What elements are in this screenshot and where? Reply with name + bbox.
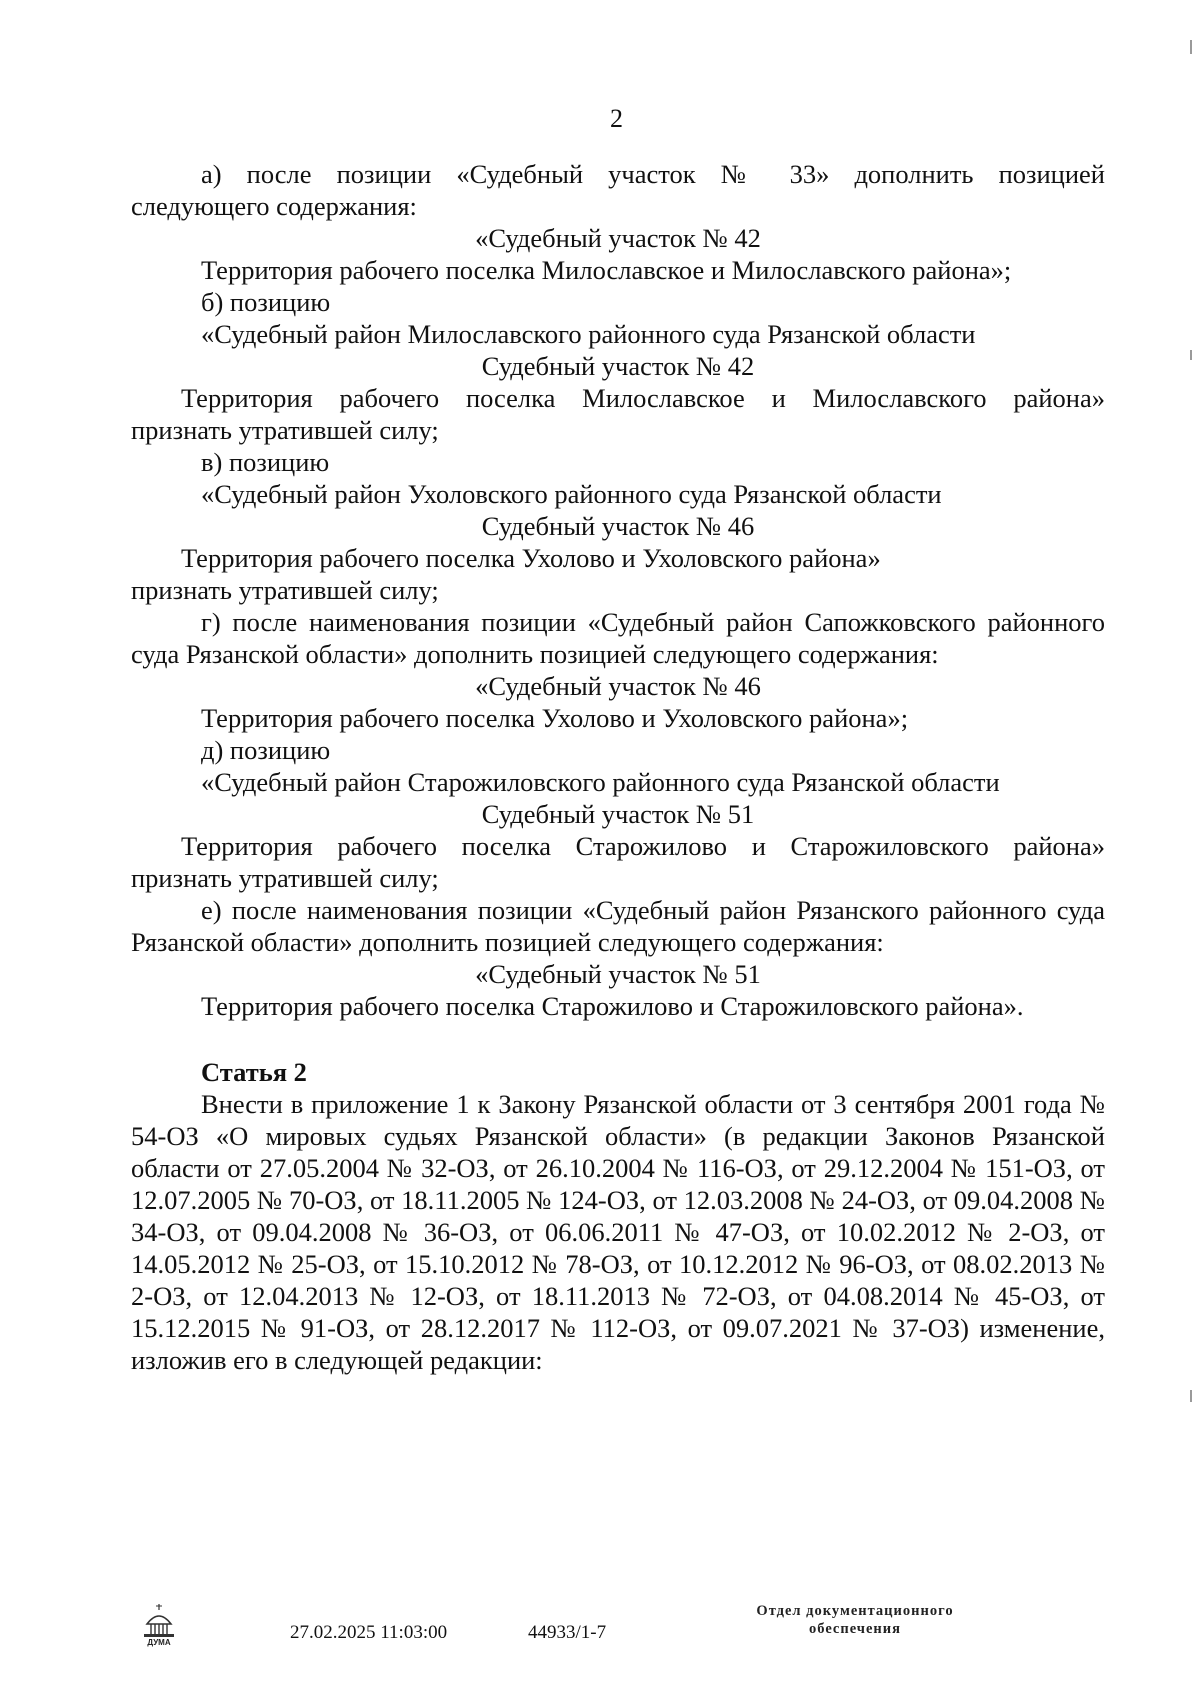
scan-edge-mark xyxy=(1190,350,1192,360)
paragraph-b-label: б) позицию xyxy=(201,287,331,317)
b-district-name: «Судебный район Милославского районного суда Рязанской области xyxy=(201,319,976,349)
a-territory: Территория рабочего поселка Милославское и Милославского района»; xyxy=(201,255,1012,285)
a-district-title: «Судебный участок № 42 xyxy=(475,223,761,253)
g-district-title: «Судебный участок № 46 xyxy=(475,671,761,701)
v-void: признать утратившей силу; xyxy=(131,575,439,605)
stamp-line-1: Отдел документационного xyxy=(756,1603,954,1619)
stamp-line-2: обеспечения xyxy=(809,1621,901,1637)
page-footer xyxy=(0,1600,1200,1680)
article-paragraph: Внести в приложение 1 к Закону Рязанской области от 3 сентября 2001 года № 54-ОЗ «О мировых судьях Рязанской области» (в редакции Законов Рязанской области от 27.05.2004 № 32-ОЗ, от 26.10.2004 № 116-ОЗ, от 29.12.2004 № 151-ОЗ, от 12.07.2005 № 70-ОЗ, от 18.11.2005 № 124-ОЗ, от 12.03.2008 № 24-ОЗ, от 09.04.2008 № 34-ОЗ, от 09.04.2008 № 36-ОЗ, от 06.06.2011 № 47-ОЗ, от 10.02.2012 № 2-ОЗ, от 14.05.2012 № 25-ОЗ, от 15.10.2012 № 78-ОЗ, от 10.12.2012 № 96-ОЗ, от 08.02.2013 № 2-ОЗ, от 12.04.2013 № 12-ОЗ, от 18.11.2013 № 72-ОЗ, от 04.08.2014 № 45-ОЗ, от 15.12.2015 № 91-ОЗ, от 28.12.2017 № 112-ОЗ, от 09.07.2021 № 37-ОЗ) изменение, изложив его в следующей редакции: xyxy=(131,1089,1105,1375)
scan-edge-mark xyxy=(1190,1390,1192,1402)
b-district-title: Судебный участок № 42 xyxy=(481,351,755,381)
v-territory: Территория рабочего поселка Ухолово и Ухоловского района» xyxy=(181,543,881,573)
g-territory: Территория рабочего поселка Ухолово и Ухоловского района»; xyxy=(201,703,909,733)
paragraph-a xyxy=(131,158,1105,190)
scan-edge-mark xyxy=(1190,40,1192,54)
paragraph-e: е) после наименования позиции «Судебный район Рязанского районного суда Рязанской области» дополнить позицией следующего содержания: xyxy=(131,895,1105,957)
v-district-name: «Судебный район Ухоловского районного суда Рязанской области xyxy=(201,479,942,509)
e-district-title: «Судебный участок № 51 xyxy=(475,959,761,989)
registration-datetime: 27.02.2025 11:03:00 xyxy=(290,1622,448,1643)
v-district-title: Судебный участок № 46 xyxy=(481,511,755,541)
paragraph-d-label: д) позицию xyxy=(201,735,331,765)
e-territory: Территория рабочего поселка Старожилово и Старожиловского района». xyxy=(201,991,1024,1021)
paragraph-a-continued: следующего содержания: xyxy=(131,191,417,221)
paragraph-g: г) после наименования позиции «Судебный район Сапожковского районного суда Рязанской области» дополнить позицией следующего содержания: xyxy=(131,607,1105,669)
registration-number: 44933/1-7 xyxy=(528,1622,607,1643)
d-void: признать утратившей силу; xyxy=(131,863,439,893)
page-number: 2 xyxy=(610,104,623,133)
duma-logo-icon xyxy=(139,1602,179,1648)
section-gap xyxy=(131,1022,1105,1056)
d-territory xyxy=(131,830,1105,862)
article-heading: Статья 2 xyxy=(201,1057,307,1087)
d-district-title: Судебный участок № 51 xyxy=(481,799,755,829)
b-territory xyxy=(131,382,1105,414)
logo-text: ДУМА xyxy=(147,1638,171,1647)
document-body xyxy=(131,158,1105,1376)
b-territory-text: Территория рабочего поселка Милославское и Милославского района» xyxy=(181,383,1105,413)
d-territory-text: Территория рабочего поселка Старожилово и Старожиловского района» xyxy=(181,831,1105,861)
d-district-name: «Судебный район Старожиловского районного суда Рязанской области xyxy=(201,767,1000,797)
paragraph-v-label: в) позицию xyxy=(201,447,330,477)
paragraph-a-line1: а) после позиции «Судебный участок № 33» дополнить позицией xyxy=(201,159,1105,189)
department-stamp xyxy=(690,1602,1020,1638)
b-void: признать утратившей силу; xyxy=(131,415,439,445)
